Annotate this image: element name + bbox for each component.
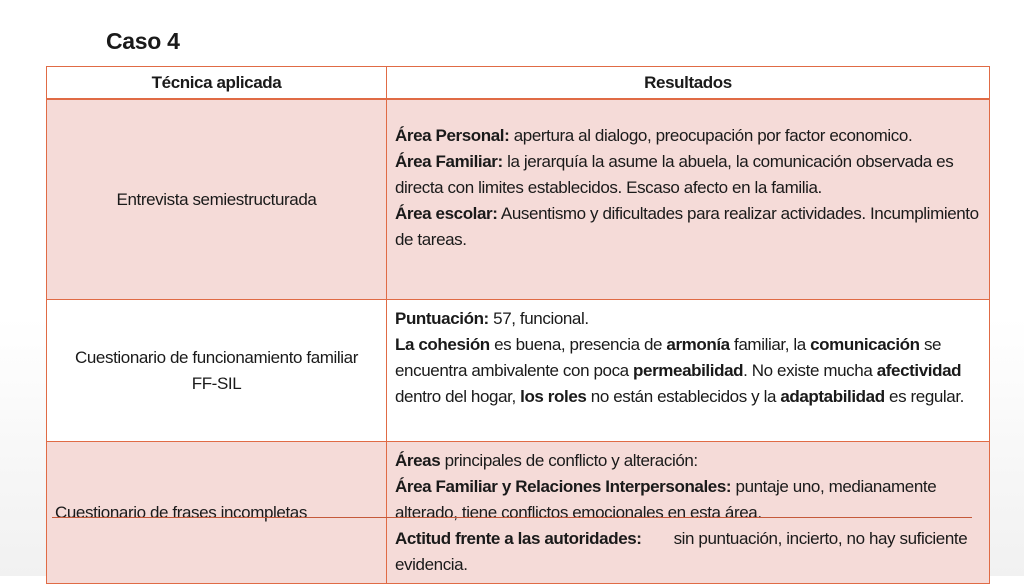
result-paragraph	[395, 448, 983, 474]
tecnica-cell: Entrevista semiestructurada	[47, 99, 387, 300]
result-paragraph	[395, 332, 983, 410]
result-text: 57, funcional.	[488, 309, 589, 328]
result-text: familiar, la	[729, 335, 811, 354]
result-text: apertura al dialogo, preocupación por factor economico.	[509, 126, 913, 145]
result-label: afectividad	[876, 361, 962, 380]
result-text: puntaje uno, medianamente alterado, tiene conflictos emocionales en esta área.	[395, 477, 937, 522]
result-label: Área Familiar:	[395, 152, 503, 171]
table-row	[47, 300, 990, 442]
tecnica-line: Cuestionario de funcionamiento familiar	[74, 347, 358, 367]
result-text: sin puntuación, incierto, no hay suficiente evidencia.	[395, 529, 968, 574]
result-text: la jerarquía la asume la abuela, la comunicación observada es directa con limites establecidos. Escaso afecto en la familia.	[395, 152, 954, 197]
strike-line	[52, 517, 972, 518]
result-label: Puntuación:	[395, 309, 489, 328]
tecnica-line: FF-SIL	[191, 373, 242, 393]
slide-title: Caso 4	[106, 28, 180, 54]
result-label: armonía	[666, 335, 730, 354]
header-resultados: Resultados	[387, 67, 990, 100]
result-label: los roles	[520, 387, 587, 406]
result-text: dentro del hogar,	[395, 387, 521, 406]
result-paragraph	[395, 306, 983, 332]
result-text: Ausentismo y dificultades para realizar actividades. Incumplimiento de tareas.	[395, 204, 979, 249]
result-label: Área escolar:	[395, 204, 498, 223]
result-label: Área Familiar y Relaciones Interpersonales:	[395, 477, 732, 496]
result-label: comunicación	[810, 335, 920, 354]
table-row	[47, 99, 990, 300]
tecnica-cell: Cuestionario de frases incompletas	[47, 442, 387, 584]
result-paragraph	[395, 123, 983, 149]
result-label: La cohesión	[395, 335, 490, 354]
result-label: Áreas	[395, 451, 441, 470]
table-header-row	[47, 67, 990, 100]
resultados-cell	[387, 99, 990, 300]
result-text: se encuentra ambivalente con poca	[395, 335, 942, 380]
result-text: es regular.	[884, 387, 965, 406]
resultados-cell	[387, 300, 990, 442]
result-paragraph	[395, 474, 983, 526]
result-paragraph	[395, 201, 983, 253]
table-row	[47, 442, 990, 584]
result-paragraph	[395, 149, 983, 201]
result-text: es buena, presencia de	[489, 335, 667, 354]
results-table	[46, 66, 990, 584]
result-label: Área Personal:	[395, 126, 510, 145]
tecnica-cell	[47, 300, 387, 442]
result-text: no están establecidos y la	[586, 387, 781, 406]
result-label: Actitud frente a las autoridades:	[395, 529, 642, 548]
result-label: permeabilidad	[633, 361, 744, 380]
result-label: adaptabilidad	[780, 387, 885, 406]
header-tecnica: Técnica aplicada	[47, 67, 387, 100]
result-paragraph	[395, 526, 983, 578]
result-text: . No existe mucha	[743, 361, 877, 380]
resultados-cell	[387, 442, 990, 584]
result-text: principales de conflicto y alteración:	[440, 451, 698, 470]
